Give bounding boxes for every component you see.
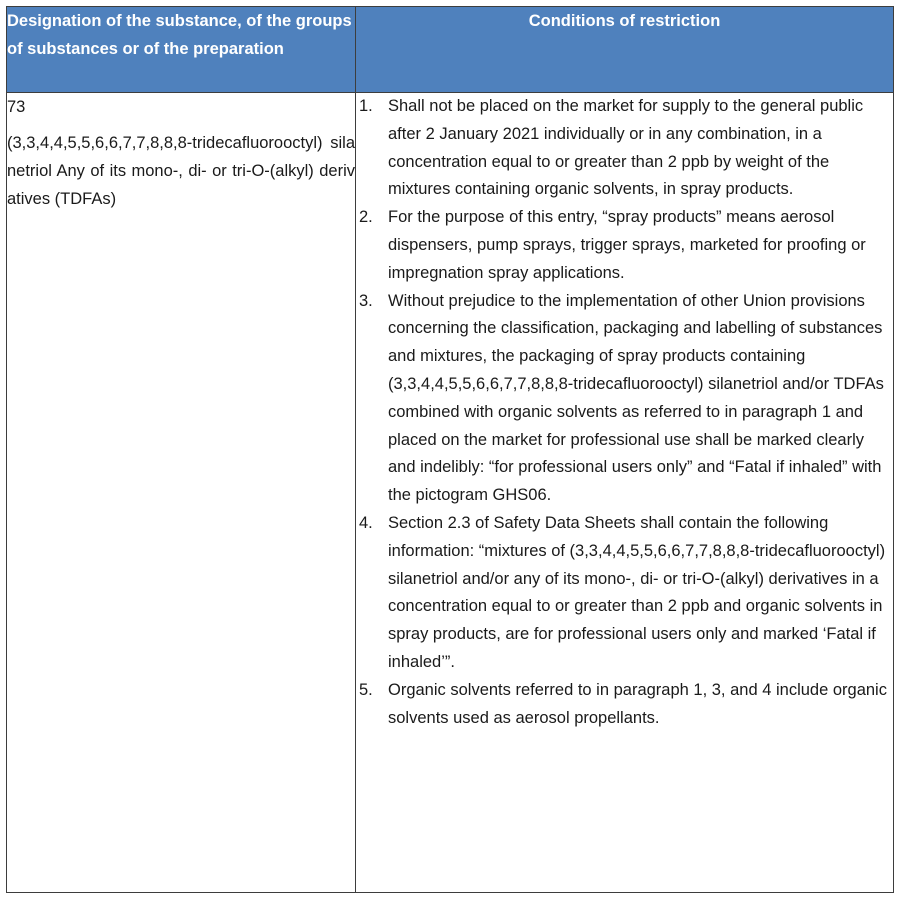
- condition-item-3: [356, 288, 893, 510]
- condition-text: Organic solvents referred to in paragraph 1, 3, and 4 include organic solvents used as aerosol propellants.: [388, 680, 887, 727]
- condition-text: Section 2.3 of Safety Data Sheets shall contain the following information: “mixtures of (3,3,4,4,5,5,6,6,7,7,8,8,8-tridecafluorooctyl) silanetriol and/or any of its mono-, di- or tri-O-(alkyl) derivatives in a concentration equal to or greater than 2 ppb and organic solvents in spray products, are for professional users only and marked ‘Fatal if inhaled’”.: [388, 513, 886, 671]
- condition-text: For the purpose of this entry, “spray products” means aerosol dispensers, pump sprays, trigger sprays, marketed for proofing or impregnation spray applications.: [388, 208, 866, 282]
- condition-marker: 1.: [359, 97, 373, 115]
- condition-marker: 4.: [359, 513, 373, 532]
- condition-marker: 3.: [359, 291, 373, 310]
- substance-name: (3,3,4,4,5,5,6,6,7,7,8,8,8-tridecafluorooctyl) silanetriol Any of its mono-, di- or tri-O-(alkyl) derivatives (TDFAs): [7, 134, 355, 208]
- conditions-list: [356, 93, 893, 732]
- condition-item-4: [356, 510, 893, 677]
- condition-text: Shall not be placed on the market for supply to the general public after 2 January 2021 individually or in any combination, in a concentration equal to or greater than 2 ppb by weight of the mixtures containing organic solvents, in spray products.: [388, 97, 864, 199]
- entry-number: 73: [7, 98, 26, 116]
- condition-item-5: [356, 677, 893, 733]
- condition-text: Without prejudice to the implementation of other Union provisions concerning the classification, packaging and labelling of substances and mixtures, the packaging of spray products containing (3,3,4,4,5,5,6,6,7,7,8,8,8-tridecafluorooctyl) silanetriol and/or TDFAs combined with organic solvents as referred to in paragraph 1 and placed on the market for professional use shall be marked clearly and indelibly: “for professional users only” and “Fatal if inhaled” with the pictogram GHS06.: [388, 291, 884, 505]
- table-body: [7, 93, 894, 893]
- designation-cell: [7, 93, 356, 893]
- conditions-column-header: Conditions of restriction: [356, 7, 894, 93]
- condition-marker: 5.: [359, 680, 373, 699]
- designation-column-header: Designation of the substance, of the groups of substances or of the preparation: [7, 7, 356, 93]
- table-header: [7, 7, 894, 93]
- condition-marker: 2.: [359, 208, 373, 227]
- header-row: [7, 7, 894, 93]
- condition-item-2: [356, 204, 893, 287]
- condition-item-1: [356, 93, 893, 204]
- table-row: [7, 93, 894, 893]
- restriction-table: [6, 6, 894, 893]
- conditions-cell: [356, 93, 894, 893]
